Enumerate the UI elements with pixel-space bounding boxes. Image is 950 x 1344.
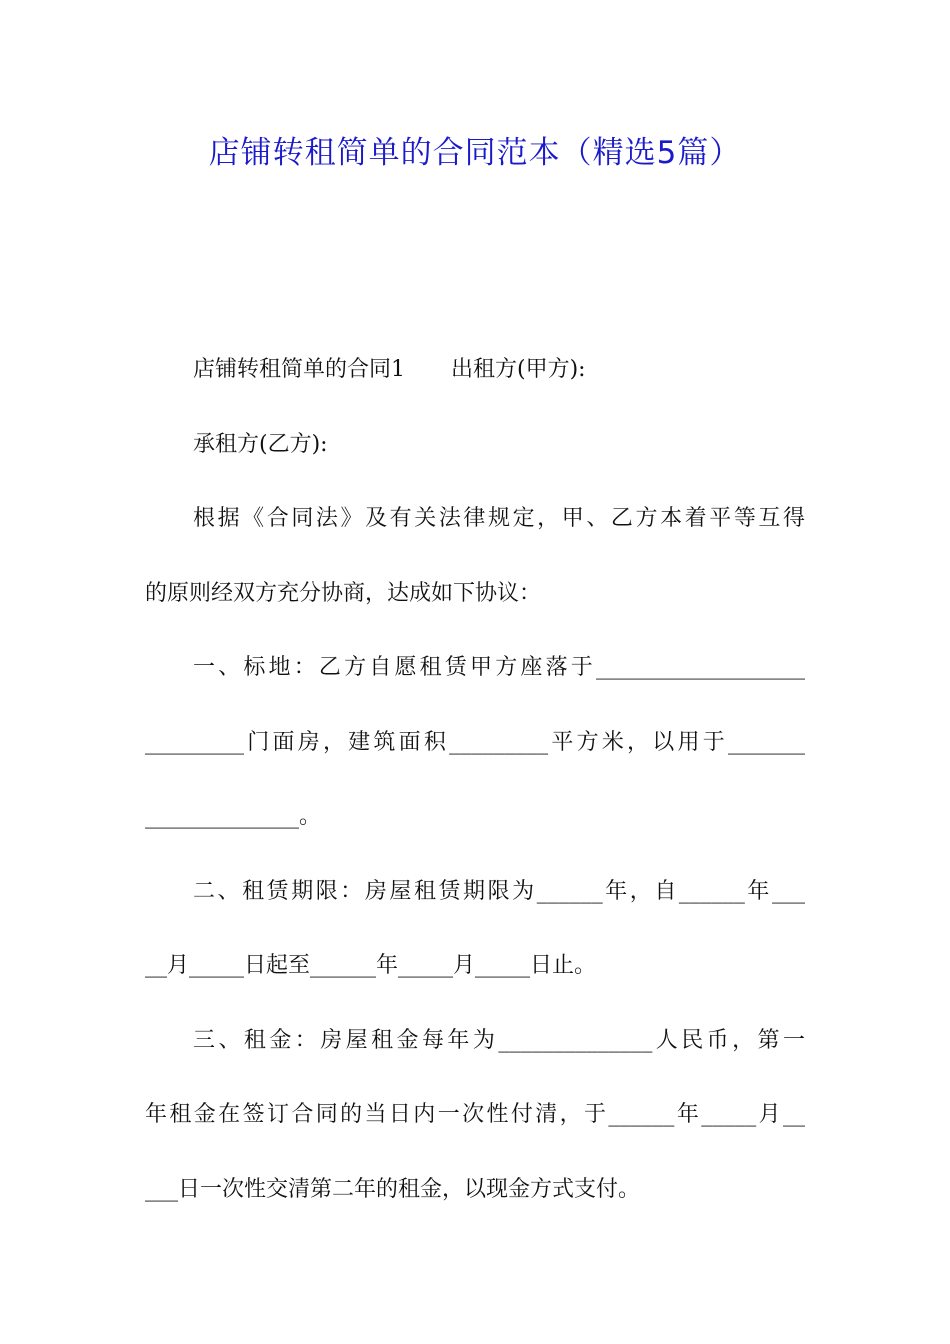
clause-2-line-1: 二、租赁期限：房屋租赁期限为______年，自______年___ xyxy=(193,878,805,904)
clause-3-line-3: ___日一次性交清第二年的租金，以现金方式支付。 xyxy=(145,1176,641,1202)
clause-3-line-2: 年租金在签订合同的当日内一次性付清，于______年_____月__ xyxy=(145,1102,805,1127)
document-title: 店铺转租简单的合同范本（精选5篇） xyxy=(208,135,742,171)
contract-heading-line xyxy=(145,333,805,408)
contract-heading: 店铺转租简单的合同1 xyxy=(193,357,405,382)
clause-1-line-3: ______________。 xyxy=(145,804,322,829)
clause-2-line-2: __月_____日起至______年_____月_____日止。 xyxy=(145,953,597,978)
clause-1-line-1: 一、标地：乙方自愿租赁甲方座落于___________________ xyxy=(193,655,805,680)
clause-1-line-2: _________门面房，建筑面积_________平方米，以用于_______ xyxy=(145,729,805,755)
intro-paragraph-line-1: 根据《合同法》及有关法律规定，甲、乙方本着平等互得 xyxy=(193,506,805,531)
document-body xyxy=(145,333,805,1227)
clause-3-line-1: 三、租金：房屋租金每年为______________人民币，第一 xyxy=(193,1027,805,1053)
lessor-label: 出租方(甲方): xyxy=(451,357,586,382)
lessee-label: 承租方(乙方): xyxy=(193,431,328,457)
intro-paragraph-line-2: 的原则经双方充分协商，达成如下协议： xyxy=(145,580,542,606)
